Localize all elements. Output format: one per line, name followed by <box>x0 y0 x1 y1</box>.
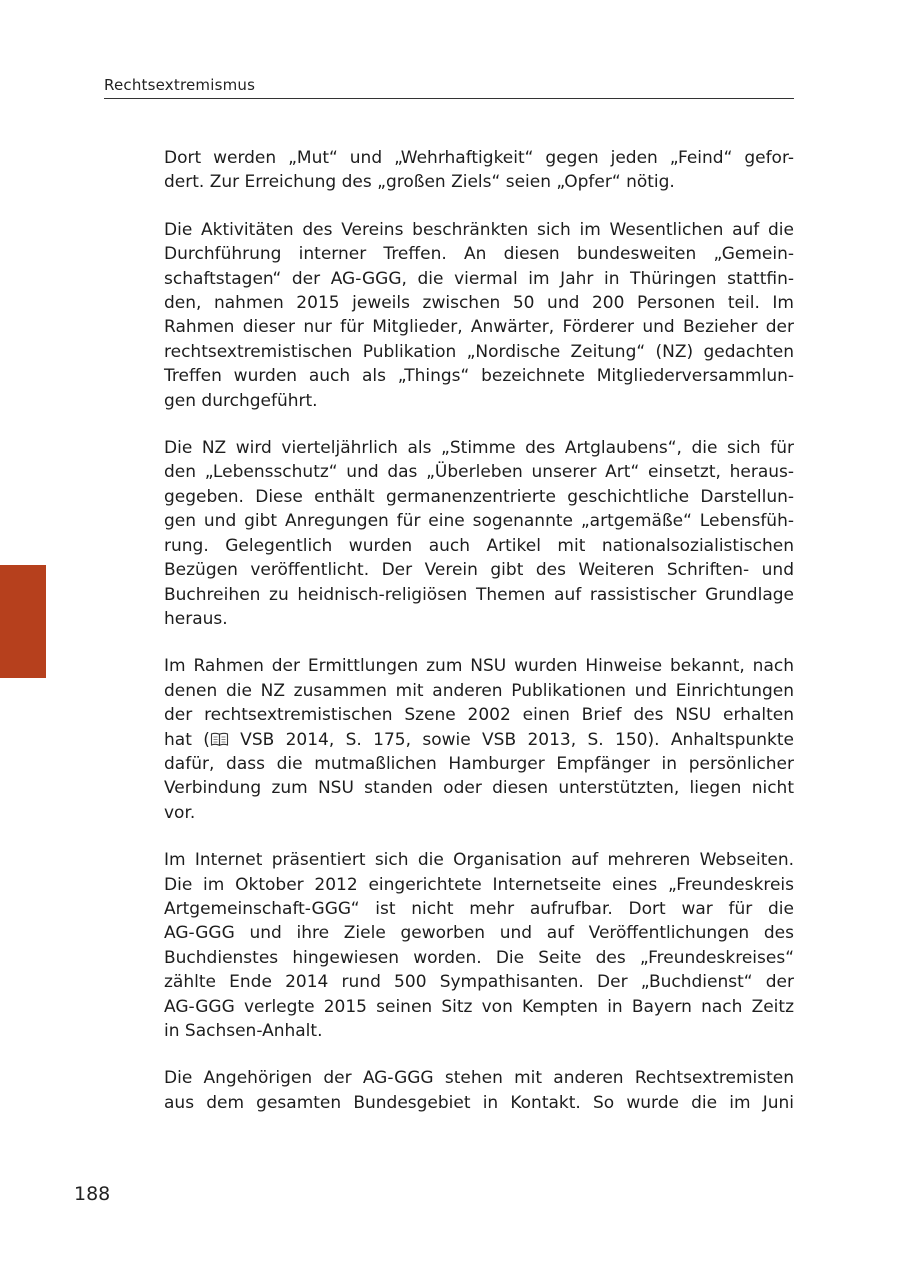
text-line: Die Aktivitäten des Vereins beschränkten sich im Wesentlichen auf die <box>164 219 794 240</box>
text-line: rechtsextremistischen Publikation „Nordische Zeitung“ (NZ) gedachten <box>164 341 794 362</box>
text-line: Durchführung interner Treffen. An diesen bundesweiten „Gemein- <box>164 244 794 265</box>
chapter-side-tab <box>0 565 46 678</box>
header-rule <box>104 98 794 99</box>
text-line: den „Lebensschutz“ und das „Überleben unserer Art“ einsetzt, heraus- <box>164 462 794 483</box>
text-line: Dort werden „Mut“ und „Wehrhaftigkeit“ gegen jeden „Feind“ gefor- <box>164 148 794 168</box>
paragraph-3 <box>164 436 794 631</box>
text-line: Rahmen dieser nur für Mitglieder, Anwärter, Förderer und Bezieher der <box>164 317 794 338</box>
text-line: Verbindung zum NSU standen oder diesen unterstützten, liegen nicht <box>164 778 794 799</box>
body-text <box>164 146 794 1138</box>
text-line: den, nahmen 2015 jeweils zwischen 50 und 200 Personen teil. Im <box>164 293 794 314</box>
text-line: gen und gibt Anregungen für eine sogenannte „artgemäße“ Lebensfüh- <box>164 511 794 532</box>
paragraph-4 <box>164 654 794 825</box>
text-line: rung. Gelegentlich wurden auch Artikel mit nationalsozialistischen <box>164 535 794 556</box>
text-line: heraus. <box>164 608 228 629</box>
text-line: AG-GGG verlegte 2015 seinen Sitz von Kempten in Bayern nach Zeitz <box>164 996 794 1017</box>
text-line: in Sachsen-Anhalt. <box>164 1021 323 1041</box>
text-line: Treffen wurden auch als „Things“ bezeichnete Mitgliederversammlun- <box>164 366 794 387</box>
text-line: gen durchgeführt. <box>164 390 318 411</box>
text-line: der rechtsextremistischen Szene 2002 einen Brief des NSU erhalten <box>164 705 794 726</box>
text-line: dafür, dass die mutmaßlichen Hamburger Empfänger in persönlicher <box>164 753 794 774</box>
text-line: zählte Ende 2014 rund 500 Sympathisanten. Der „Buchdienst“ der <box>164 972 794 993</box>
book-icon <box>210 730 229 745</box>
text-line: aus dem gesamten Bundesgebiet in Kontakt. So wurde die im Juni <box>164 1092 794 1113</box>
text-line: Buchdienstes hingewiesen worden. Die Seite des „Freundeskreises“ <box>164 947 794 968</box>
text-line: vor. <box>164 802 196 823</box>
text-line-with-reference <box>164 728 794 752</box>
text-line: schaftstagen“ der AG-GGG, die viermal im Jahr in Thüringen stattfin- <box>164 268 794 289</box>
text-line: Artgemeinschaft-GGG“ ist nicht mehr aufrufbar. Dort war für die <box>164 898 794 919</box>
running-header: Rechtsextremismus <box>104 76 256 94</box>
paragraph-2 <box>164 218 794 413</box>
text-line: denen die NZ zusammen mit anderen Publikationen und Einrichtungen <box>164 680 794 701</box>
text-line: Im Rahmen der Ermittlungen zum NSU wurden Hinweise bekannt, nach <box>164 656 794 677</box>
text-line: Bezügen veröffentlicht. Der Verein gibt des Weiteren Schriften- und <box>164 560 794 581</box>
text-line: gegeben. Diese enthält germanenzentrierte geschichtliche Darstellun- <box>164 486 794 507</box>
text-line: Die Angehörigen der AG-GGG stehen mit anderen Rechtsextremisten <box>164 1068 794 1089</box>
text-line: AG-GGG und ihre Ziele geworben und auf Veröffentlichungen des <box>164 923 794 944</box>
text-line: Buchreihen zu heidnisch-religiösen Themen auf rassistischer Grundlage <box>164 584 794 605</box>
text-line: Die im Oktober 2012 eingerichtete Internetseite eines „Freundeskreis <box>164 874 794 895</box>
text-fragment: hat ( <box>164 729 210 750</box>
paragraph-1 <box>164 146 794 195</box>
text-fragment: VSB 2014, S. 175, sowie VSB 2013, S. 150). Anhaltspunkte <box>228 729 794 750</box>
text-line: Im Internet präsentiert sich die Organisation auf mehreren Webseiten. <box>164 850 794 871</box>
page-number: 188 <box>74 1183 111 1205</box>
paragraph-5 <box>164 848 794 1043</box>
text-line: Die NZ wird vierteljährlich als „Stimme des Artglaubens“, die sich für <box>164 438 794 459</box>
text-line: dert. Zur Erreichung des „großen Ziels“ seien „Opfer“ nötig. <box>164 172 675 193</box>
paragraph-6 <box>164 1066 794 1115</box>
